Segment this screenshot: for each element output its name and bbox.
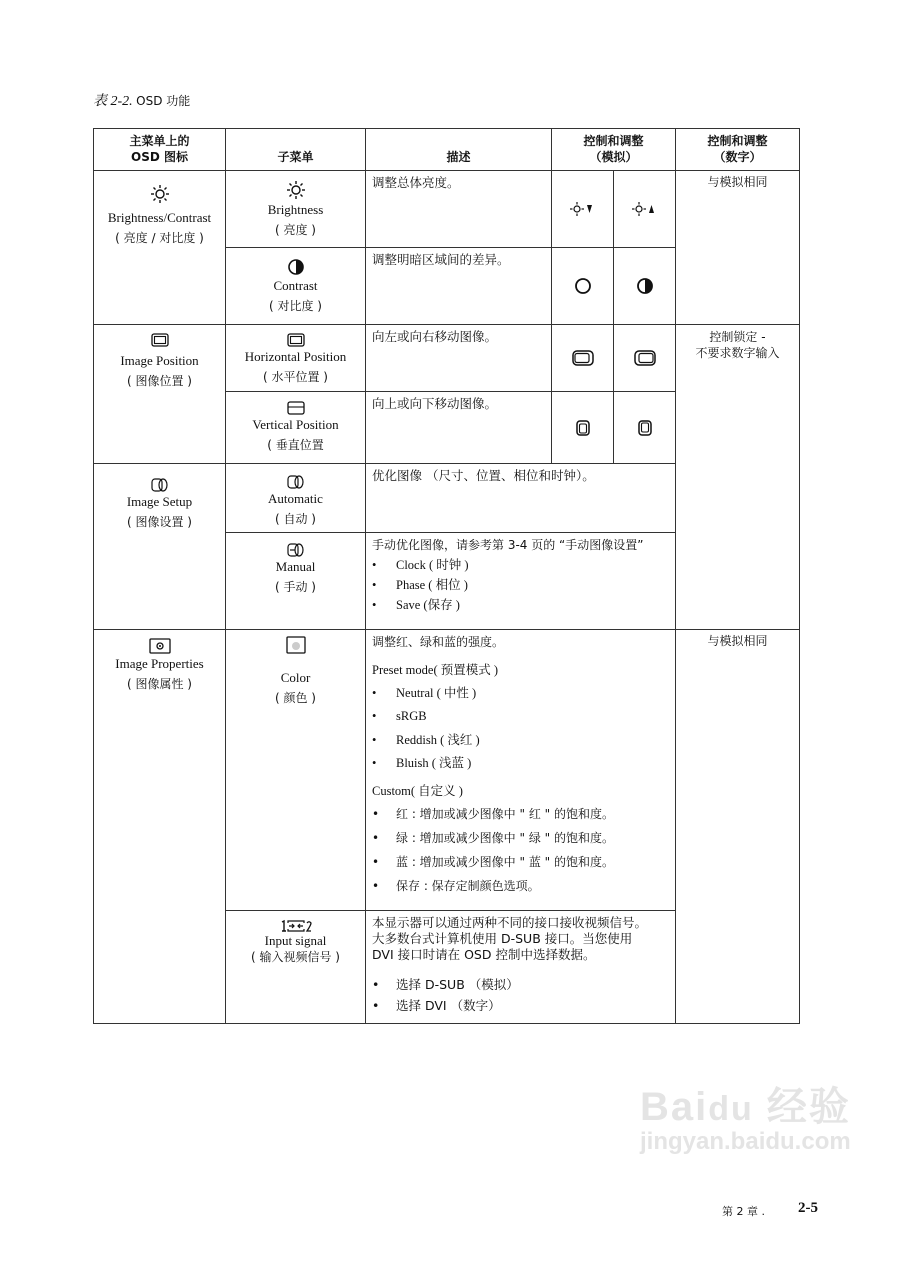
list-item: • Clock ( 时钟 ) xyxy=(372,558,469,572)
desc-input-signal xyxy=(365,910,676,1024)
digital-image-position-setup xyxy=(675,324,800,630)
table-caption xyxy=(93,90,190,110)
list-item-text: 红 : 增加或减少图像中 " 红 " 的饱和度。 xyxy=(396,807,614,821)
header-main-menu xyxy=(93,128,226,171)
control-vertical-down xyxy=(551,391,614,464)
sub-label-zh: ( 亮度 ) xyxy=(275,223,316,237)
move-left-icon xyxy=(572,350,594,366)
control-vertical-up xyxy=(613,391,676,464)
footer-chapter: 第 2 章 . xyxy=(722,1205,765,1218)
header-text: （数字） xyxy=(713,150,762,164)
sub-label: Input signal xyxy=(264,933,327,948)
list-item-text: 选择 D-SUB （模拟） xyxy=(396,977,519,992)
header-digital xyxy=(675,128,800,171)
sub-label-zh: ( 输入视频信号 ) xyxy=(251,950,340,964)
list-item-text: Clock ( 时钟 ) xyxy=(396,558,469,572)
main-label: Image Setup xyxy=(126,494,193,509)
header-analog xyxy=(551,128,676,171)
main-label: Image Properties xyxy=(115,656,204,671)
digital-image-properties: 与模拟相同 xyxy=(675,629,800,1024)
sun-icon xyxy=(150,184,170,204)
desc-text: 手动优化图像，请参考第 3-4 页的 “手动图像设置” xyxy=(372,538,644,552)
main-image-setup xyxy=(93,463,226,630)
desc-text: 调整红、绿和蓝的强度。 xyxy=(372,635,505,649)
image-setup-icon xyxy=(151,478,169,492)
list-item-text: Reddish ( 浅红 ) xyxy=(396,733,480,747)
main-brightness-contrast xyxy=(93,170,226,325)
list-item-text: Phase ( 相位 ) xyxy=(396,578,468,592)
desc-vertical: 向上或向下移动图像。 xyxy=(365,391,552,464)
sub-label: Vertical Position xyxy=(252,417,339,432)
sub-automatic xyxy=(225,463,366,533)
desc-manual xyxy=(365,532,676,630)
sub-label-zh: ( 颜色 ) xyxy=(275,691,316,705)
desc-color xyxy=(365,629,676,911)
image-position-icon xyxy=(151,333,169,347)
sun-icon xyxy=(286,180,306,200)
sub-label-zh: ( 垂直位置 xyxy=(267,438,324,452)
sub-horizontal-position xyxy=(225,324,366,392)
desc-line: 大多数台式计算机使用 D-SUB 接口。当您使用 xyxy=(372,931,633,946)
page-number: 2-5 xyxy=(798,1200,818,1216)
list-item: • sRGB xyxy=(372,709,427,723)
auto-setup-icon xyxy=(287,475,305,489)
input-signal-icon xyxy=(280,919,312,933)
header-text: OSD 图标 xyxy=(131,150,188,164)
sub-label: Horizontal Position xyxy=(244,349,347,364)
list-item: • 选择 D-SUB （模拟） xyxy=(372,977,519,992)
list-item: • Save (保存 ) xyxy=(372,598,460,612)
sub-vertical-position xyxy=(225,391,366,464)
control-brightness-up xyxy=(613,170,676,248)
main-image-properties xyxy=(93,629,226,1024)
header-text: 控制和调整 xyxy=(707,134,768,148)
watermark: Baidu 经验 jingyan.baidu.com xyxy=(640,1085,851,1155)
list-item-text: 保存 : 保存定制颜色选项。 xyxy=(396,879,540,893)
control-brightness-down xyxy=(551,170,614,248)
list-item: • 红 : 增加或减少图像中 " 红 " 的饱和度。 xyxy=(372,807,614,821)
desc-line: DVI 接口时请在 OSD 控制中选择数据。 xyxy=(372,947,596,962)
contrast-icon xyxy=(287,258,305,276)
list-item-text: Save (保存 ) xyxy=(396,598,460,612)
header-text: 控制和调整 xyxy=(583,134,644,148)
list-item-text: Neutral ( 中性 ) xyxy=(396,686,477,700)
header-submenu: 子菜单 xyxy=(225,128,366,171)
header-description: 描述 xyxy=(365,128,552,171)
desc-horizontal: 向左或向右移动图像。 xyxy=(365,324,552,392)
list-item-text: 绿 : 增加或减少图像中 " 绿 " 的饱和度。 xyxy=(396,831,614,845)
vertical-position-icon xyxy=(287,401,305,415)
list-item: • 蓝 : 增加或减少图像中 " 蓝 " 的饱和度。 xyxy=(372,855,614,869)
sub-contrast xyxy=(225,247,366,325)
digital-text: 控制锁定 - xyxy=(709,330,766,344)
main-label-zh: ( 图像位置 ) xyxy=(127,374,192,388)
move-down-icon xyxy=(576,420,590,436)
sub-label-zh: ( 水平位置 ) xyxy=(263,370,328,384)
digital-brightness-contrast: 与模拟相同 xyxy=(675,170,800,325)
sub-brightness xyxy=(225,170,366,248)
sub-label-zh: ( 对比度 ) xyxy=(269,299,322,313)
desc-contrast: 调整明暗区域间的差异。 xyxy=(365,247,552,325)
list-item: • 保存 : 保存定制颜色选项。 xyxy=(372,879,540,893)
list-item: • 选择 DVI （数字） xyxy=(372,998,501,1013)
desc-brightness: 调整总体亮度。 xyxy=(365,170,552,248)
sub-manual xyxy=(225,532,366,630)
main-label-zh: ( 图像属性 ) xyxy=(127,677,192,691)
sub-label: Brightness xyxy=(267,202,324,217)
caption-prefix: 表 2-2. xyxy=(93,94,133,109)
sub-label: Contrast xyxy=(273,278,318,293)
desc-line: 本显示器可以通过两种不同的接口接收视频信号。 xyxy=(372,915,648,930)
main-label-zh: ( 亮度 / 对比度 ) xyxy=(115,231,204,245)
caption-title: OSD 功能 xyxy=(136,94,191,108)
list-item-text: Bluish ( 浅蓝 ) xyxy=(396,756,472,770)
sub-input-signal xyxy=(225,910,366,1024)
control-horizontal-right xyxy=(613,324,676,392)
digital-text: 不要求数字输入 xyxy=(695,346,780,360)
manual-setup-icon xyxy=(287,543,305,557)
list-item-text: 选择 DVI （数字） xyxy=(396,998,501,1013)
main-label-zh: ( 图像设置 ) xyxy=(127,515,192,529)
preset-label: Preset mode( 预置模式 ) xyxy=(372,663,499,677)
list-item: • Reddish ( 浅红 ) xyxy=(372,733,480,747)
list-item: • Phase ( 相位 ) xyxy=(372,578,468,592)
move-up-icon xyxy=(638,420,652,436)
custom-label: Custom( 自定义 ) xyxy=(372,784,463,798)
header-text: 主菜单上的 xyxy=(129,134,190,148)
list-item: • Neutral ( 中性 ) xyxy=(372,686,477,700)
sub-label-zh: ( 自动 ) xyxy=(275,512,316,526)
contrast-low-icon xyxy=(574,277,592,295)
sub-label-zh: ( 手动 ) xyxy=(275,580,316,594)
color-icon xyxy=(286,636,306,654)
sub-color xyxy=(225,629,366,911)
list-item-text: sRGB xyxy=(396,709,427,723)
main-label: Image Position xyxy=(120,353,199,368)
control-horizontal-left xyxy=(551,324,614,392)
control-contrast-up xyxy=(613,247,676,325)
desc-automatic: 优化图像 （尺寸、位置、相位和时钟）。 xyxy=(365,463,676,533)
list-item-text: 蓝 : 增加或减少图像中 " 蓝 " 的饱和度。 xyxy=(396,855,614,869)
list-item: • Bluish ( 浅蓝 ) xyxy=(372,756,472,770)
brightness-down-icon xyxy=(570,202,596,216)
sub-label: Automatic xyxy=(268,491,323,506)
horizontal-position-icon xyxy=(287,333,305,347)
main-image-position xyxy=(93,324,226,464)
list-item: • 绿 : 增加或减少图像中 " 绿 " 的饱和度。 xyxy=(372,831,614,845)
contrast-high-icon xyxy=(636,277,654,295)
control-contrast-down xyxy=(551,247,614,325)
image-properties-icon xyxy=(149,638,171,654)
sub-label: Color xyxy=(280,670,311,685)
sub-label: Manual xyxy=(275,559,316,574)
main-label: Brightness/Contrast xyxy=(107,210,212,225)
header-text: （模拟） xyxy=(589,150,638,164)
brightness-up-icon xyxy=(632,202,658,216)
move-right-icon xyxy=(634,350,656,366)
